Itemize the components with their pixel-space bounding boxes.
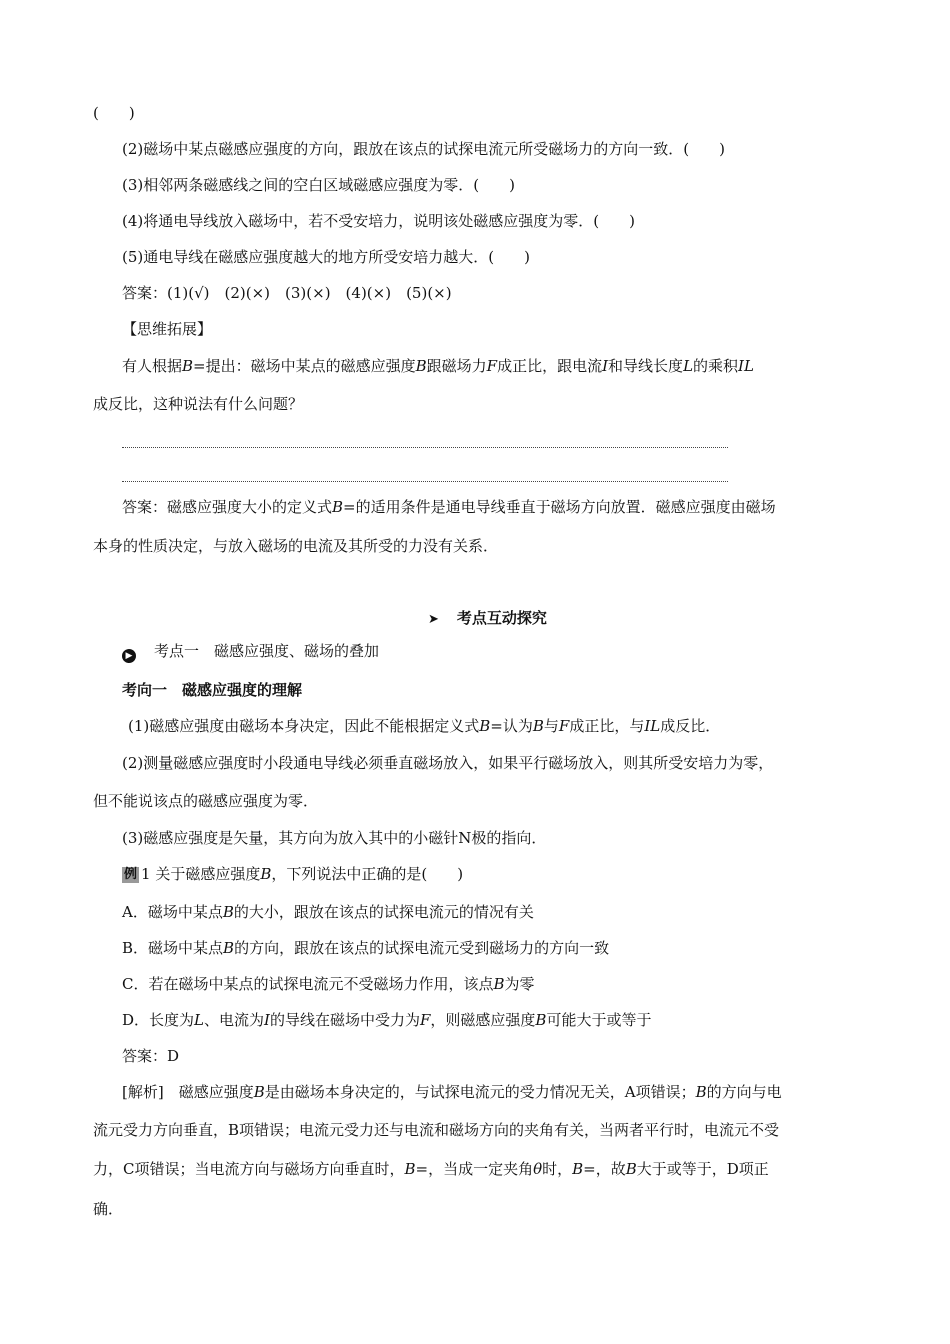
var-theta: θ (533, 1160, 543, 1178)
point-3: (3)磁感应强度是矢量，其方向为放入其中的小磁针N极的指向． (122, 829, 547, 847)
var-f: F (486, 357, 498, 375)
question-5: (5)通电导线在磁感应强度越大的地方所受安培力越大．( ) (122, 248, 530, 266)
analysis-line2: 流元受力方向垂直，B项错误；电流元受力还与电流和磁场方向的夹角有关，当两者平行时，电流元不受 (93, 1121, 780, 1139)
analysis-line4: 确． (93, 1200, 124, 1218)
text-run: (1)磁感应强度由磁场本身决定，因此不能根据定义式 (128, 717, 480, 735)
question-1-blank: ( ) (93, 104, 135, 122)
section-heading (428, 607, 547, 628)
text-run: 的导线在磁场中受力为 (269, 1011, 420, 1029)
thinking-extension-title: 【思维拓展】 (122, 320, 213, 338)
text-run: [解析] 磁感应强度 (122, 1083, 254, 1101)
subsection-title: 考向一 磁感应强度的理解 (122, 681, 303, 699)
text-run: 的大小，跟放在该点的试探电流元的情况有关 (233, 903, 534, 921)
extension-question-line2: 成反比，这种说法有什么问题？ (93, 395, 304, 413)
var-b: B (535, 1011, 547, 1029)
text-run: =提出：磁场中某点的磁感应强度 (193, 357, 416, 375)
var-l: L (683, 357, 694, 375)
var-il: IL (644, 717, 661, 735)
var-b: B (625, 1160, 637, 1178)
text-run: ，则磁感应强度 (430, 1011, 536, 1029)
answers-line: 答案：(1)(√) (2)(×) (3)(×) (4)(×) (5)(×) (122, 284, 452, 302)
extension-question-line1 (122, 356, 754, 376)
question-4: (4)将通电导线放入磁场中，若不受安培力，说明该处磁感应强度为零．( ) (122, 212, 635, 230)
text-run: 时， (542, 1160, 573, 1178)
var-b: B (404, 1160, 416, 1178)
text-run: 是由磁场本身决定的，与试探电流元的受力情况无关，A项错误； (264, 1083, 696, 1101)
text-run: 成正比，跟电流 (497, 357, 603, 375)
arrow-right-icon: ➤ (428, 612, 439, 627)
text-run: ，下列说法中正确的是( ) (271, 865, 464, 883)
option-d (122, 1010, 651, 1030)
point-2-line2: 但不能说该点的磁感应强度为零． (93, 792, 319, 810)
var-b: B (222, 903, 234, 921)
text-run: B．磁场中某点 (122, 939, 224, 957)
option-b (122, 938, 609, 958)
point-2-line1: (2)测量磁感应强度时小段通电导线必须垂直磁场放入，如果平行磁场放入，则其所受安培力为零， (122, 754, 774, 772)
var-b: B (182, 357, 194, 375)
var-b: B (572, 1160, 584, 1178)
text-run: 的方向，跟放在该点的试探电流元受到磁场力的方向一致 (234, 939, 610, 957)
var-b: B (695, 1083, 707, 1101)
text-run: 与 (543, 717, 559, 735)
var-b: B (493, 975, 505, 993)
var-f: F (419, 1011, 431, 1029)
analysis-line3 (93, 1159, 769, 1179)
exam-point-title (122, 641, 379, 663)
var-b: B (479, 717, 491, 735)
text-run: =，当成一定夹角 (415, 1160, 534, 1178)
var-b: B (332, 498, 344, 516)
extension-answer-line1 (122, 497, 776, 517)
text-run: =认为 (490, 717, 533, 735)
var-b: B (532, 717, 544, 735)
text-run: 的乘积 (693, 357, 739, 375)
answer-writing-line (122, 447, 728, 448)
text-run: 力，C项错误；当电流方向与磁场方向垂直时， (93, 1160, 405, 1178)
text-run: 考点一 磁感应强度、磁场的叠加 (154, 642, 380, 660)
text-run: 大于或等于，D项正 (636, 1160, 769, 1178)
text-run: 答案：磁感应强度大小的定义式 (122, 498, 333, 516)
var-b: B (260, 865, 272, 883)
example-answer: 答案：D (122, 1047, 180, 1065)
var-i: I (602, 357, 609, 375)
var-i: I (264, 1011, 270, 1029)
text-run: 的方向与电 (706, 1083, 782, 1101)
play-bullet-icon: ▶ (122, 649, 136, 663)
text-run: 成反比． (660, 717, 721, 735)
text-run: C．若在磁场中某点的试探电流元不受磁场力作用，该点 (122, 975, 494, 993)
text-run: =，故 (583, 1160, 626, 1178)
text-run: 跟磁场力 (426, 357, 487, 375)
example-badge: 例 (124, 867, 138, 882)
var-f: F (558, 717, 570, 735)
text-run: 成正比，与 (569, 717, 645, 735)
text-run: =的适用条件是通电导线垂直于磁场方向放置．磁感应强度由磁场 (343, 498, 776, 516)
question-3: (3)相邻两条磁感线之间的空白区域磁感应强度为零．( ) (122, 176, 515, 194)
text-run: 可能大于或等于 (546, 1011, 652, 1029)
option-a (122, 902, 534, 922)
example-question (122, 864, 463, 884)
var-b: B (223, 939, 235, 957)
var-l: L (194, 1011, 204, 1029)
var-il: IL (738, 357, 754, 375)
text-run: A．磁场中某点 (122, 903, 223, 921)
point-1 (128, 716, 720, 736)
text-run: 、电流为 (204, 1011, 265, 1029)
analysis-line1 (122, 1082, 782, 1102)
var-b: B (415, 357, 427, 375)
text-run: 和导线长度 (608, 357, 684, 375)
var-b: B (253, 1083, 265, 1101)
extension-answer-line2: 本身的性质决定，与放入磁场的电流及其所受的力没有关系． (93, 537, 499, 555)
question-2: (2)磁场中某点磁感应强度的方向，跟放在该点的试探电流元所受磁场力的方向一致．( ) (122, 140, 725, 158)
text-run: 有人根据 (122, 357, 183, 375)
text-run: 为零 (504, 975, 535, 993)
option-c (122, 974, 535, 994)
text-run: D．长度为 (122, 1011, 195, 1029)
answer-writing-line (122, 481, 728, 482)
text-run: 1 关于磁感应强度 (141, 865, 261, 883)
heading-text: 考点互动探究 (456, 609, 547, 627)
